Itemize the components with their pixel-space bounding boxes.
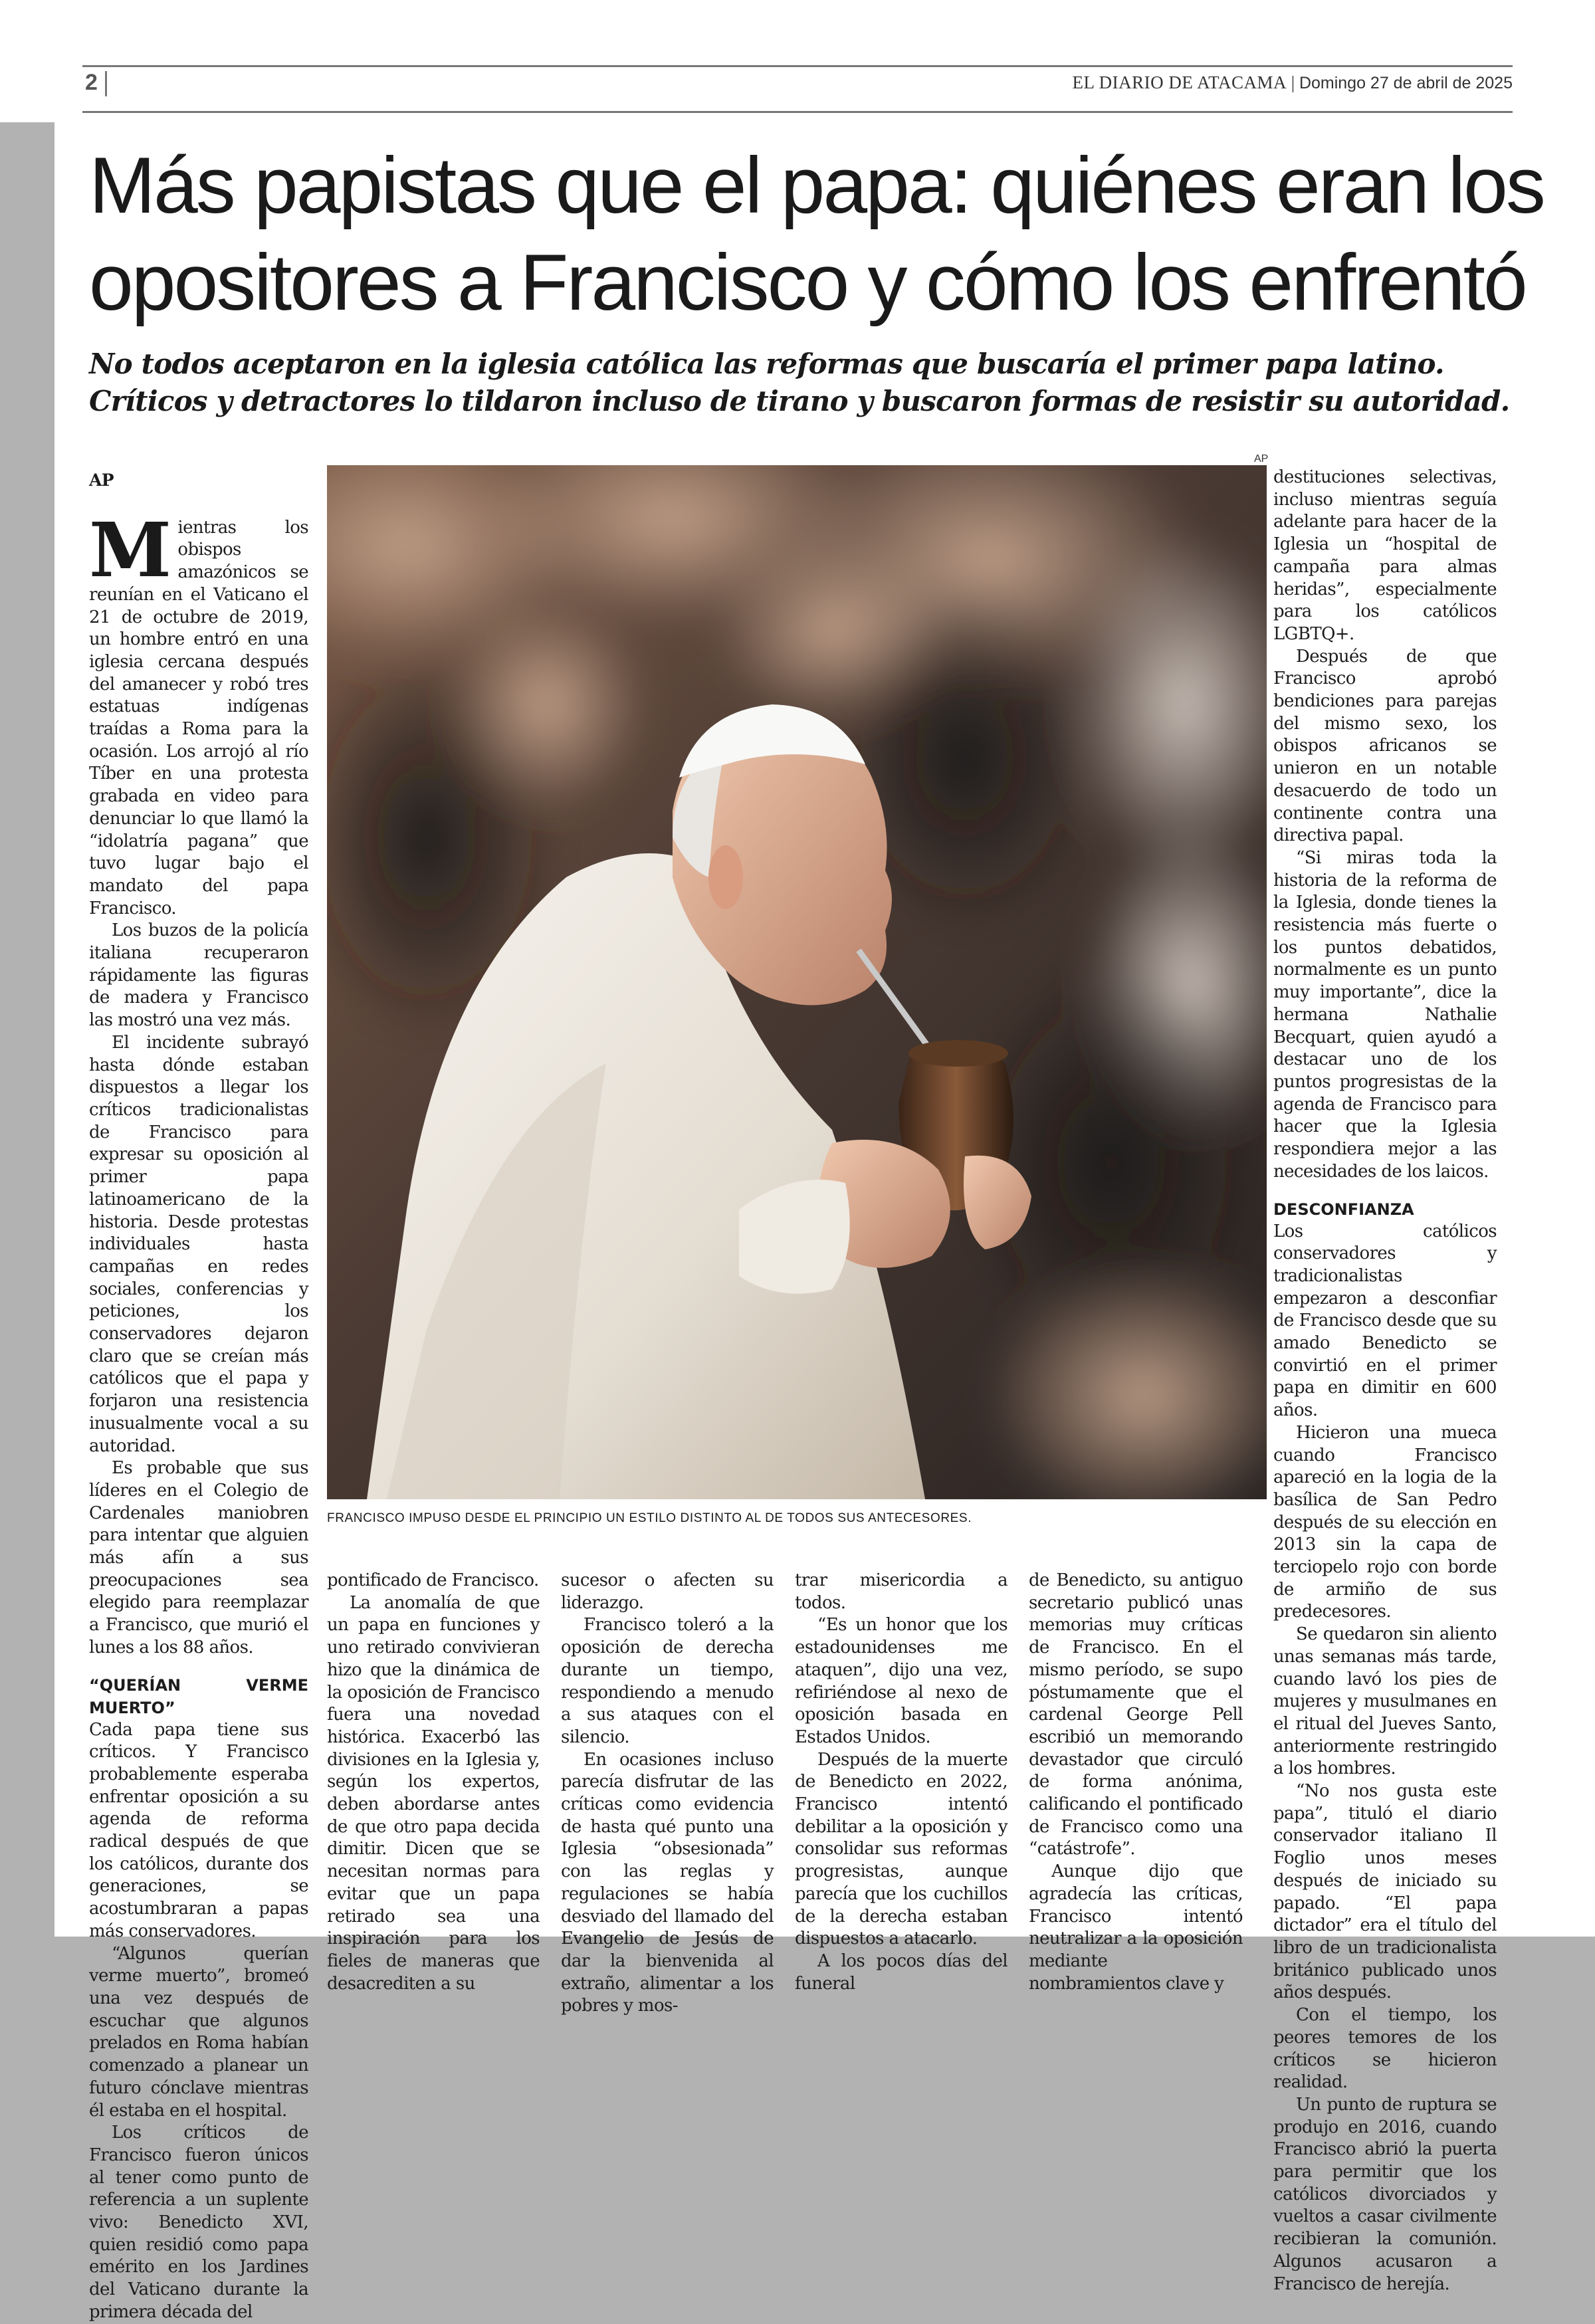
- header-separator: |: [1291, 72, 1295, 92]
- column-4: [795, 1570, 1008, 1995]
- paragraph: Cada papa tiene sus críticos. Y Francisco probablemente esperaba enfrentar oposición a su agenda de reforma radical después de que los católicos, durante dos generaciones, se acostumbraran a papas más conservadores.: [89, 1719, 308, 1941]
- paragraph: Se quedaron sin aliento unas semanas más tarde, cuando lavó los pies de mujeres y musulmanes en el ritual del Jueves Santo, anteriormente restringido a los hombres.: [1273, 1624, 1497, 1779]
- paragraph: de Benedicto, su antiguo secretario publicó unas memorias muy críticas de Francisco. En el mismo período, se supo póstumamente que el cardenal George Pell escribió un memorando devastador que circuló de forma anónima, calificando el pontificado de Francisco como una “catástrofe”.: [1029, 1570, 1243, 1859]
- publication-name: EL DIARIO DE ATACAMA: [1072, 72, 1287, 92]
- paragraph: Los buzos de la policía italiana recuperaron rápidamente las figuras de madera y Francisco las mostró una vez más.: [89, 920, 308, 1031]
- paragraph: El incidente subrayó hasta dónde estaban dispuestos a llegar los críticos tradicionalistas de Francisco para expresar su oposición al primer papa latinoamericano de la historia. Desde protestas individuales hasta campañas en redes sociales, conferencias y peticiones, los conservadores dejaron claro que se creían más católicos que el papa y forjaron una resistencia inusualmente vocal a su autoridad.: [89, 1032, 308, 1456]
- paragraph: pontificado de Francisco.: [327, 1570, 539, 1590]
- paragraph: Es probable que sus líderes en el Colegio de Cardenales maniobren para intentar que alguien más afín a sus preocupaciones sea elegido para reemplazar a Francisco, que murió el lunes a los 88 años.: [89, 1458, 308, 1657]
- paragraph: [89, 506, 308, 920]
- paragraph: Un punto de ruptura se produjo en 2016, cuando Francisco abrió la puerta para permitir que los católicos divorciados y vueltos a casar civilmente recibieran la comunión. Algunos acusaron a Francisco de herejía.: [1273, 2094, 1497, 2294]
- paragraph: “Es un honor que los estadounidenses me ataquen”, dijo una vez, refiriéndose al nexo de oposición basada en Estados Unidos.: [795, 1615, 1008, 1747]
- subhead: DESCONFIANZA: [1273, 1200, 1414, 1219]
- article-sheet: [54, 122, 1595, 2322]
- paragraph: “Algunos querían verme muerto”, bromeó una vez después de escuchar que algunos prelados en Roma habían comenzado a planear un futuro cónclave mientras él estaba en el hospital.: [89, 1943, 308, 2121]
- paragraph: A los pocos días del funeral: [795, 1951, 1008, 1994]
- paragraph: En ocasiones incluso parecía disfrutar de las críticas como evidencia de hasta qué punto una Iglesia “obsesionada” con las reglas y regulaciones se había desviado del llamado del Evangelio de Jesús de dar la bienvenida al extraño, alimentar a los pobres y mos-: [561, 1749, 774, 2016]
- main-photo: [327, 465, 1267, 1499]
- page-number: 2: [85, 70, 98, 95]
- paragraph: sucesor o afecten su liderazgo.: [561, 1570, 774, 1613]
- page-number-divider: [105, 71, 107, 96]
- publication-date: Domingo 27 de abril de 2025: [1299, 74, 1513, 92]
- paragraph: destituciones selectivas, incluso mientras seguía adelante para hacer de la Iglesia un “hospital de campaña para almas heridas”, especialmente para los católicos LGBTQ+.: [1273, 467, 1497, 644]
- paragraph: Los críticos de Francisco fueron únicos al tener como punto de referencia a un suplente vivo: Benedicto XVI, quien residió como papa emérito en los Jardines del Vaticano durante la primera década del: [89, 2123, 308, 2322]
- paragraph-text: ientras los obispos amazónicos se reunían en el Vaticano el 21 de octubre de 2019, un hombre entró en una iglesia cercana después del amanecer y robó tres estatuas indígenas traídas a Roma para la ocasión. Los arrojó al río Tíber en una protesta grabada en video para denunciar lo que llamó la “idolatría pagana” que tuvo lugar bajo el mandato del papa Francisco.: [89, 517, 308, 918]
- column-5: [1029, 1570, 1243, 1995]
- photo-credit: AP: [1254, 453, 1269, 465]
- paragraph: “No nos gusta este papa”, tituló el diario conservador italiano Il Foglio unos meses después de iniciado su papado. “El papa dictador” era el título del libro de un tradicionalista británico publicado unos años después.: [1273, 1781, 1497, 2003]
- dropcap: M: [89, 506, 171, 594]
- byline: AP: [89, 471, 114, 490]
- header-publication-info: [1072, 72, 1513, 93]
- column-1: [89, 469, 308, 2324]
- column-6: [1273, 467, 1497, 2295]
- deck: No todos aceptaron en la iglesia católica las reformas que buscaría el primer papa latino. Críticos y detractores lo tildaron incluso de tirano y buscaron formas de resistir su autoridad.: [89, 348, 1510, 417]
- paragraph: La anomalía de que un papa en funciones y uno retirado convivieran hizo que la dinámica de la oposición de Francisco fuera una novedad histórica. Exacerbó las divisiones en la Iglesia y, según los expertos, deben abordarse antes de que otro papa decida dimitir. Dicen que se necesitan normas para evitar que un papa retirado sea una inspiración para los fieles de maneras que desacrediten a su: [327, 1592, 540, 1994]
- paragraph: trar misericordia a todos.: [795, 1570, 1008, 1613]
- paragraph: Después de la muerte de Benedicto en 2022, Francisco intentó debilitar a la oposición y consolidar sus reformas progresistas, aunque parecía que los cuchillos de la derecha estaban dispuestos a atacarlo.: [795, 1749, 1008, 1949]
- paragraph: Con el tiempo, los peores temores de los críticos se hicieron realidad.: [1273, 2005, 1497, 2093]
- pope-drinking-mate-photo: [327, 465, 1267, 1499]
- paragraph: Aunque dijo que agradecía las críticas, Francisco intentó neutralizar a la oposición mediante nombramientos clave y: [1029, 1861, 1243, 1994]
- column-2: [327, 1570, 540, 1995]
- paragraph: “Si miras toda la historia de la reforma de la Iglesia, donde tienes la resistencia más fuerte o los puntos debatidos, normalmente es un punto muy importante”, dice la hermana Nathalie Becquart, quien ayudó a destacar uno de los puntos progresistas de la agenda de Francisco para hacer que la Iglesia respondiera mejor a las necesidades de los laicos.: [1273, 847, 1497, 1182]
- headline: Más papistas que el papa: quiénes eran los opositores a Francisco y cómo los enfrentó: [89, 141, 1544, 327]
- subhead: “QUERÍAN VERME MUERTO”: [89, 1675, 308, 1717]
- paragraph: Los católicos conservadores y tradicionalistas empezaron a desconfiar de Francisco desde que su amado Benedicto se convirtió en el primer papa en dimitir en 600 años.: [1273, 1221, 1497, 1421]
- paragraph: Hicieron una mueca cuando Francisco apareció en la logia de la basílica de San Pedro después de su elección en 2013 sin la capa de terciopelo rojo con borde de armiño de sus predecesores.: [1273, 1422, 1497, 1622]
- paragraph: Después de que Francisco aprobó bendiciones para parejas del mismo sexo, los obispos africanos se unieron en un notable desacuerdo de todo un continente contra una directiva papal.: [1273, 646, 1497, 846]
- photo-caption: FRANCISCO IMPUSO DESDE EL PRINCIPIO UN ESTILO DISTINTO AL DE TODOS SUS ANTECESORES.: [327, 1511, 972, 1525]
- paragraph: Francisco toleró a la oposición de derecha durante un tiempo, respondiendo a menudo a sus ataques con el silencio.: [561, 1615, 774, 1747]
- column-3: [561, 1570, 774, 2018]
- page-header: [82, 65, 1513, 113]
